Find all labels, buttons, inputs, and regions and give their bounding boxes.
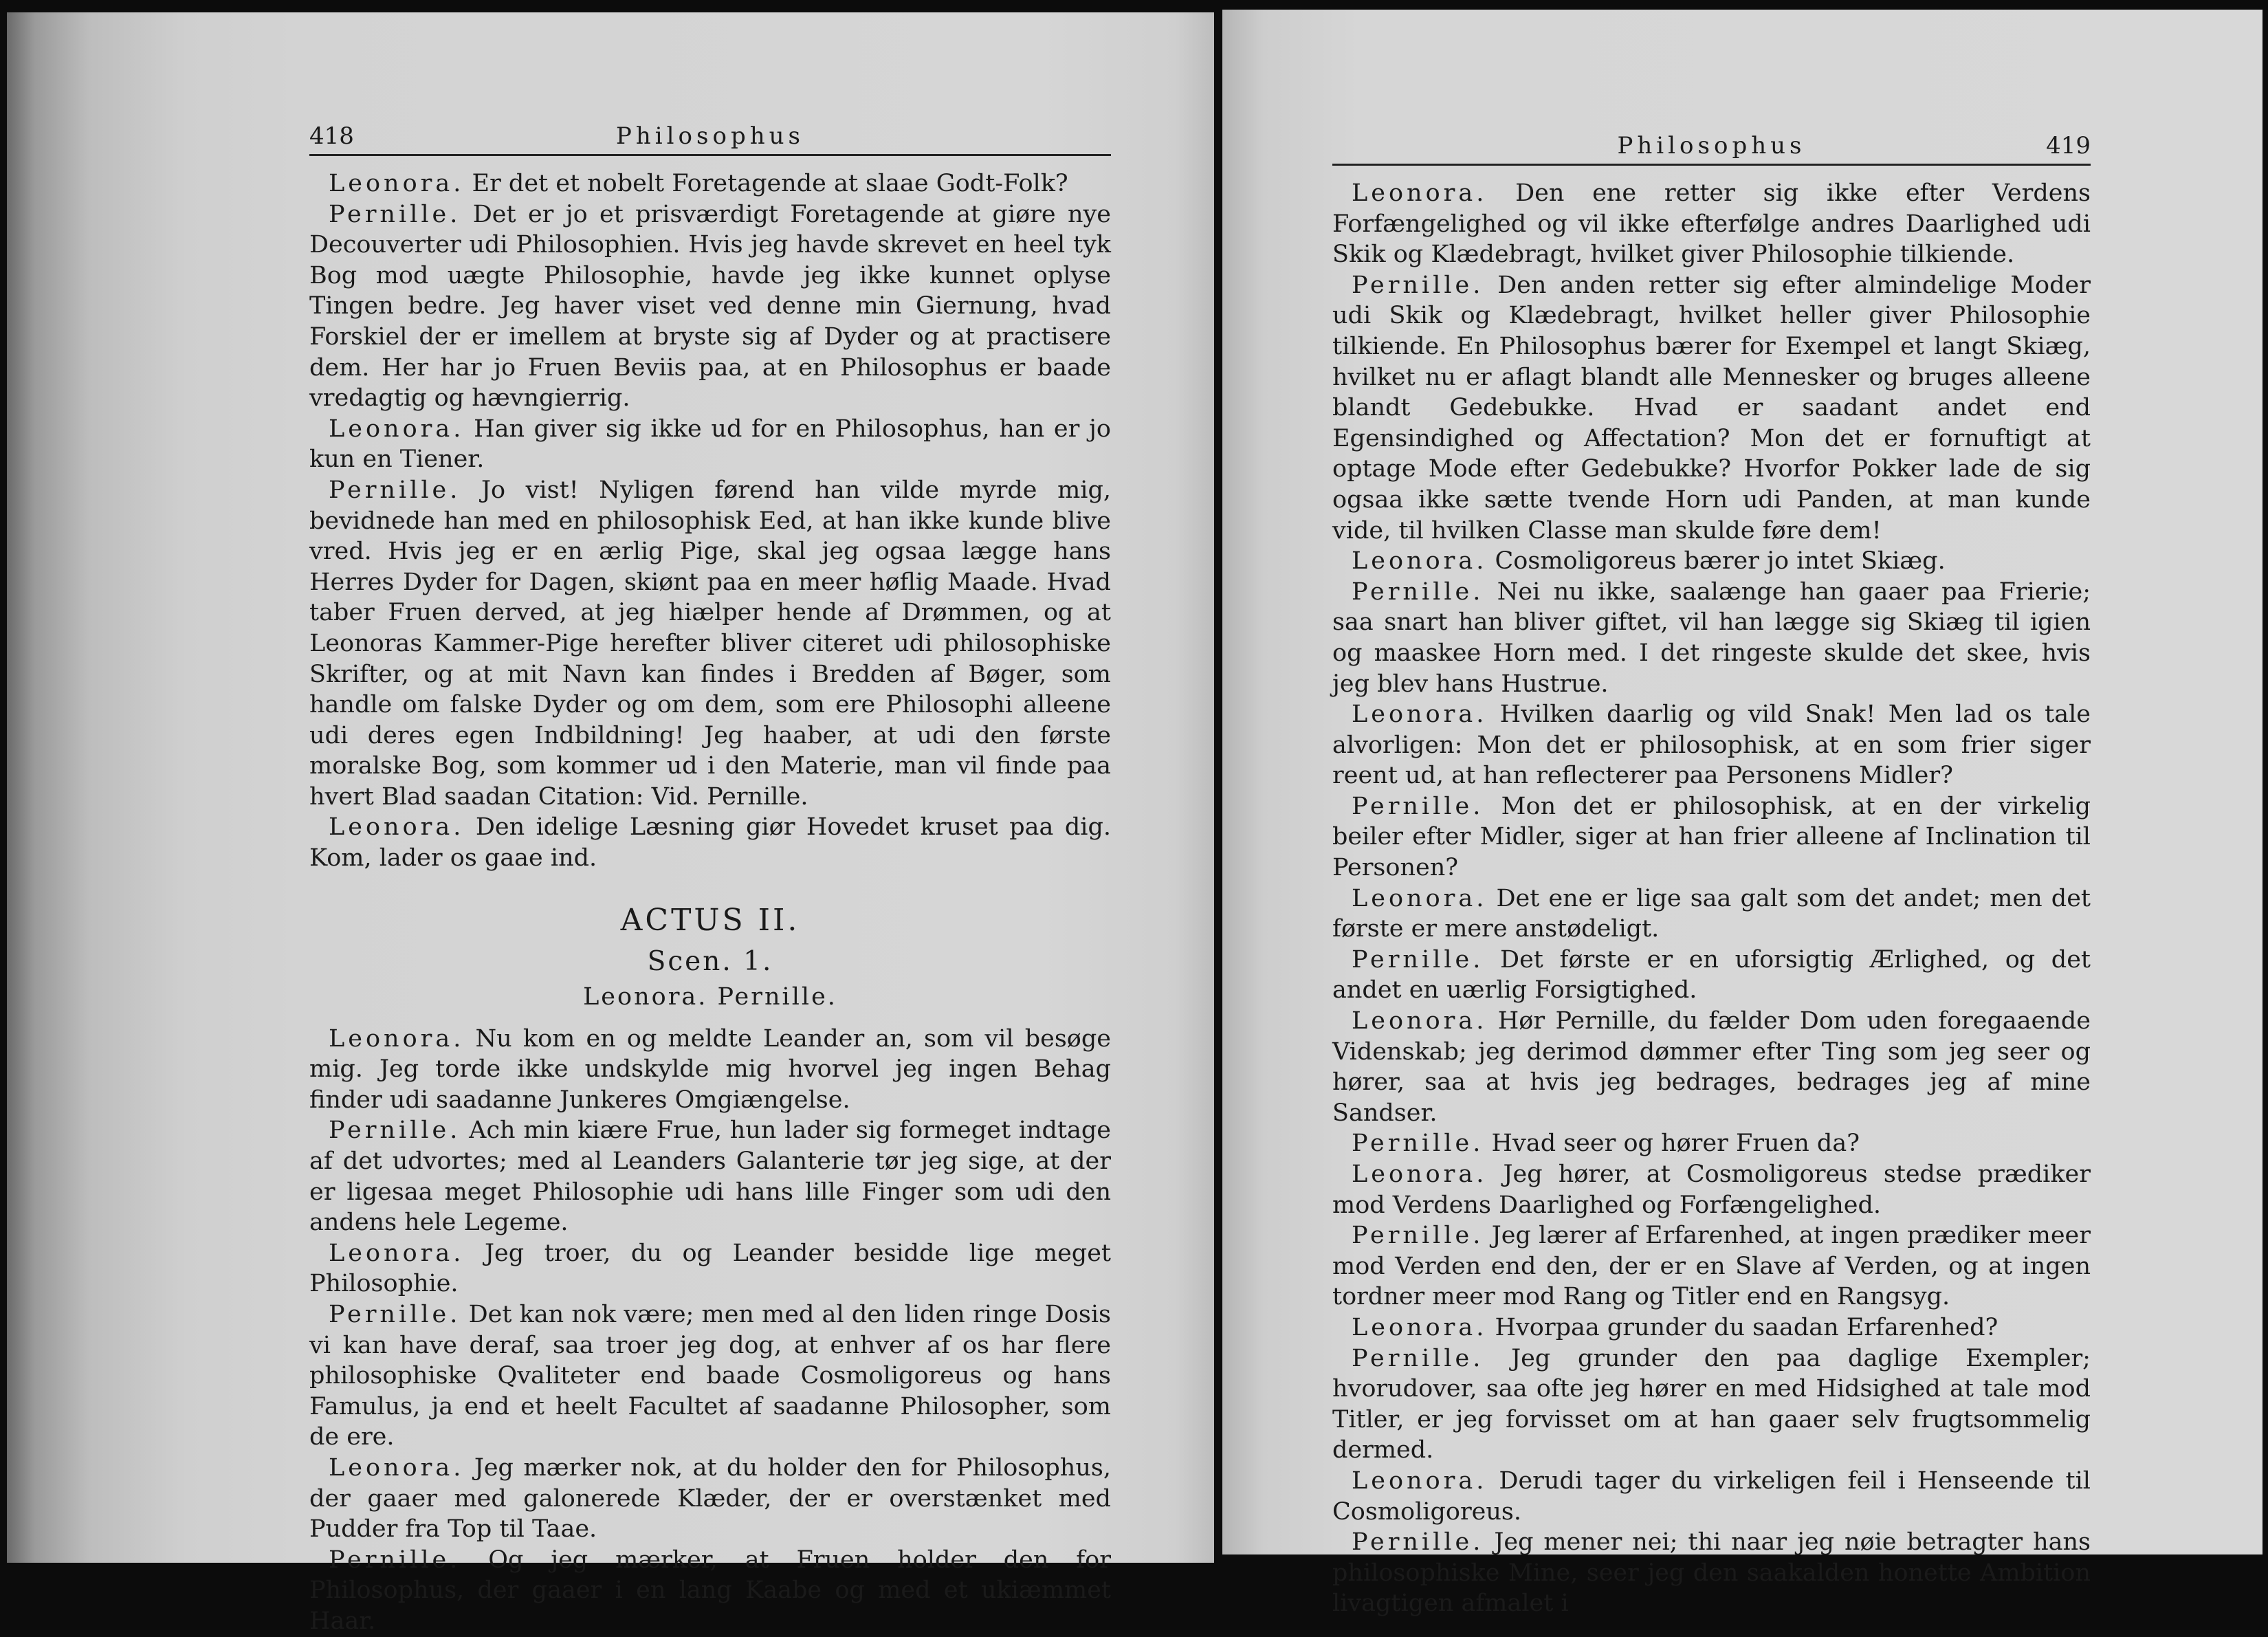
- speaker-name: Leonora.: [1352, 1466, 1488, 1495]
- dialogue-paragraph: [1332, 270, 2091, 546]
- speaker-name: Pernille.: [329, 1117, 461, 1145]
- speaker-name: Pernille.: [329, 200, 461, 228]
- speaker-name: Leonora.: [1352, 701, 1488, 729]
- left-running-title: Philosophus: [616, 122, 804, 150]
- left-dialogue-before: [309, 168, 1111, 874]
- speaker-name: Pernille.: [329, 1301, 461, 1328]
- speech-text: Hvad seer og hører Fruen da?: [1491, 1130, 1860, 1158]
- speech-text: Derudi tager du virkeligen feil i Henseende til Cosmoligoreus.: [1332, 1466, 2091, 1526]
- speaker-name: Leonora.: [1352, 884, 1488, 912]
- left-running-head: [309, 116, 1111, 156]
- speech-text: Nei nu ikke, saalænge han gaaer paa Frierie; saa snart han bliver giftet, vil han lægge sig Skiæg til igien og maaskee Horn med. I det ringeste skulde det skee, hvis jeg blev hans Hustrue.: [1332, 578, 2091, 698]
- act-heading: ACTUS II.: [620, 902, 800, 938]
- speaker-name: Leonora.: [1352, 1007, 1488, 1035]
- speech-text: Mon det er philosophisk, at en der virkelig beiler efter Midler, siger at han frier alleene af Inclination til Personen?: [1332, 792, 2091, 882]
- speech-text: Den anden retter sig efter almindelige Moder udi Skik og Klædebragt, hvilket heller giver Philosophie tilkiende. En Philosophus bærer for Exempel et langt Skiæg, hvilket nu er aflagt blandt alle Mennesker og bruges alleene blandt Gedebukke. Hvad er saadant andet end Egensindighed og Affectation? Mon det er fornuftigt at optage Mode efter Gedebukke? Hvorfor Pokker lade de sig ogsaa ikke sætte tvende Horn udi Panden, at man kunde vide, til hvilken Classe man skulde føre dem!: [1332, 271, 2091, 545]
- dialogue-paragraph: [309, 812, 1111, 873]
- speaker-name: Leonora.: [329, 813, 465, 842]
- dialogue-paragraph: [309, 1024, 1111, 1116]
- speaker-name: Pernille.: [1352, 792, 1484, 820]
- speaker-name: Leonora.: [329, 415, 465, 443]
- speaker-name: Pernille.: [1352, 1528, 1484, 1557]
- speech-text: Det kan nok være; men med al den liden ringe Dosis vi kan have deraf, saa troer jeg dog, at enhver af os har flere philosophiske Qvaliteter end baade Cosmoligoreus og hans Famulus, ja end et heelt Facultet af saadanne Philosopher, som de ere.: [309, 1301, 1111, 1451]
- right-running-head: [1332, 125, 2091, 166]
- dialogue-paragraph: [1332, 1220, 2091, 1312]
- speech-text: Jeg mærker nok, at du holder den for Philosophus, der gaaer med galonerede Klæder, der er overstænket med Pudder fra Top til Taae.: [309, 1453, 1111, 1543]
- dialogue-paragraph: [309, 1238, 1111, 1299]
- dialogue-paragraph: [1332, 945, 2091, 1006]
- dialogue-paragraph: [1332, 1312, 2091, 1343]
- dialogue-paragraph: [1332, 791, 2091, 883]
- dialogue-paragraph: [309, 199, 1111, 414]
- speech-text: Hvorpaa grunder du saadan Erfarenhed?: [1495, 1313, 1999, 1341]
- right-page-number: 419: [2046, 132, 2091, 160]
- right-running-title: Philosophus: [1617, 132, 1806, 160]
- dialogue-paragraph: [309, 168, 1111, 199]
- speaker-name: Leonora.: [329, 1239, 465, 1267]
- dialogue-paragraph: [309, 475, 1111, 813]
- speech-text: Og jeg mærker, at Fruen holder den for Philosophus, der gaaer i en lang Kaabe og med et ukiæmmet Haar.: [309, 1546, 1111, 1635]
- left-dialogue-after: [309, 1024, 1111, 1637]
- dialogue-paragraph: [1332, 178, 2091, 270]
- speaker-name: Leonora.: [1352, 179, 1488, 207]
- speaker-name: Leonora.: [329, 1453, 465, 1482]
- speaker-name: Pernille.: [329, 476, 461, 504]
- speech-text: Jeg lærer af Erfarenhed, at ingen prædiker meer mod Verden end den, der er en Slave af Verden, og at ingen tordner meer mod Rang og Titler end en Rangsyg.: [1332, 1222, 2091, 1311]
- speech-text: Den ene retter sig ikke efter Verdens Forfængelighed og vil ikke efterfølge andres Daarlighed udi Skik og Klædebragt, hvilket giver Philosophie tilkiende.: [1332, 179, 2091, 269]
- right-dialogue: [1332, 178, 2091, 1619]
- dialogue-paragraph: [1332, 883, 2091, 945]
- speech-text: Det ene er lige saa galt som det andet; men det første er mere anstødeligt.: [1332, 884, 2091, 943]
- speaker-name: Leonora.: [1352, 1161, 1488, 1188]
- speech-text: Jeg mener nei; thi naar jeg nøie betragter hans philosophiske Mine, seer jeg den saakalden honette Ambition livagtigen afmalet i: [1332, 1528, 2091, 1618]
- speech-text: Cosmoligoreus bærer jo intet Skiæg.: [1495, 547, 1946, 575]
- scene-persons: Leonora. Pernille.: [583, 982, 837, 1011]
- speaker-name: Pernille.: [1352, 1130, 1484, 1158]
- left-page: [7, 12, 1214, 1635]
- dialogue-paragraph: [1332, 1527, 2091, 1619]
- dialogue-paragraph: [1332, 1159, 2091, 1220]
- dialogue-paragraph: [309, 414, 1111, 475]
- dialogue-paragraph: [1332, 1128, 2091, 1159]
- dialogue-paragraph: [309, 1299, 1111, 1453]
- speaker-name: Pernille.: [1352, 578, 1484, 606]
- speech-text: Det første er en uforsigtig Ærlighed, og det andet en uærlig Forsigtighed.: [1332, 945, 2091, 1004]
- dialogue-paragraph: [309, 1453, 1111, 1545]
- speaker-name: Leonora.: [1352, 547, 1488, 575]
- dialogue-paragraph: [309, 1115, 1111, 1238]
- dialogue-paragraph: [1332, 1343, 2091, 1466]
- speaker-name: Pernille.: [1352, 945, 1484, 974]
- dialogue-paragraph: [1332, 699, 2091, 791]
- speech-text: Er det et nobelt Foretagende at slaae Godt-Folk?: [472, 170, 1068, 197]
- speaker-name: Pernille.: [1352, 1344, 1484, 1372]
- speech-text: Jo vist! Nyligen førend han vilde myrde mig, bevidnede han med en philosophisk Eed, at han ikke kunde blive vred. Hvis jeg er en ærlig Pige, skal jeg ogsaa lægge hans Herres Dyder for Dagen, skiønt paa en meer høflig Maade. Hvad taber Fruen derved, at jeg hiælper hende af Drømmen, og at Leonoras Kammer-Pige herefter bliver citeret udi philosophiske Skrifter, og at mit Navn kan findes i Bredden af Bøger, som handle om falske Dyder og om dem, som ere Philosophi alleene udi deres egen Indbildning! Jeg haaber, at udi den første moralske Bog, som kommer ud i den Materie, man vil finde paa hvert Blad saadan Citation: Vid. Pernille.: [309, 476, 1111, 811]
- speech-text: Han giver sig ikke ud for en Philosophus, han er jo kun en Tiener.: [309, 415, 1111, 474]
- left-page-number: 418: [309, 122, 354, 150]
- speaker-name: Pernille.: [1352, 1222, 1484, 1250]
- speech-text: Jeg troer, du og Leander besidde lige meget Philosophie.: [309, 1239, 1111, 1298]
- speech-text: Den idelige Læsning giør Hovedet kruset paa dig. Kom, lader os gaae ind.: [309, 813, 1111, 872]
- speaker-name: Leonora.: [329, 170, 465, 197]
- speech-text: Nu kom en og meldte Leander an, som vil besøge mig. Jeg torde ikke undskylde mig hvorvel jeg ingen Behag finder udi saadanne Junkeres Omgiængelse.: [309, 1024, 1111, 1114]
- speech-text: Det er jo et prisværdigt Foretagende at giøre nye Decouverter udi Philosophien. Hvis jeg havde skrevet en heel tyk Bog mod uægte Philosophie, havde jeg ikke kunnet oplyse Tingen bedre. Jeg haver viset ved denne min Giernung, hvad Forskiel der er imellem at bryste sig af Dyder og at practisere dem. Her har jo Fruen Beviis paa, at en Philosophus er baade vredagtig og hævngierrig.: [309, 200, 1111, 413]
- speech-text: Ach min kiære Frue, hun lader sig formeget indtage af det udvortes; med al Leanders Galanterie tør jeg sige, at der er ligesaa meget Philosophie udi hans lille Finger som udi den andens hele Legeme.: [309, 1117, 1111, 1237]
- speech-text: Jeg grunder den paa daglige Exempler; hvorudover, saa ofte jeg hører en med Hidsighed at tale mod Titler, er jeg forvisset om at han gaaer selv frugtsommelig dermed.: [1332, 1344, 2091, 1464]
- dialogue-paragraph: [309, 1545, 1111, 1637]
- speaker-name: Pernille.: [1352, 271, 1484, 299]
- dialogue-paragraph: [1332, 546, 2091, 577]
- speaker-name: Leonora.: [1352, 1313, 1488, 1341]
- scene-heading: Scen. 1.: [647, 945, 773, 977]
- dialogue-paragraph: [1332, 577, 2091, 699]
- speech-text: Jeg hører, at Cosmoligoreus stedse prædiker mod Verdens Daarlighed og Forfængelighed.: [1332, 1161, 2091, 1219]
- speech-text: Hvilken daarlig og vild Snak! Men lad os tale alvorligen: Mon det er philosophisk, at en som frier siger reent ud, at han reflecterer paa Personens Midler?: [1332, 701, 2091, 790]
- dialogue-paragraph: [1332, 1466, 2091, 1527]
- speaker-name: Leonora.: [329, 1024, 465, 1053]
- speaker-name: Pernille.: [329, 1546, 461, 1574]
- speech-text: Hør Pernille, du fælder Dom uden foregaaende Videnskab; jeg derimod dømmer efter Ting som jeg seer og hører, saa at hvis jeg bedrages, bedrages jeg af mine Sandser.: [1332, 1007, 2091, 1127]
- dialogue-paragraph: [1332, 1006, 2091, 1128]
- right-page: [1222, 10, 2263, 1618]
